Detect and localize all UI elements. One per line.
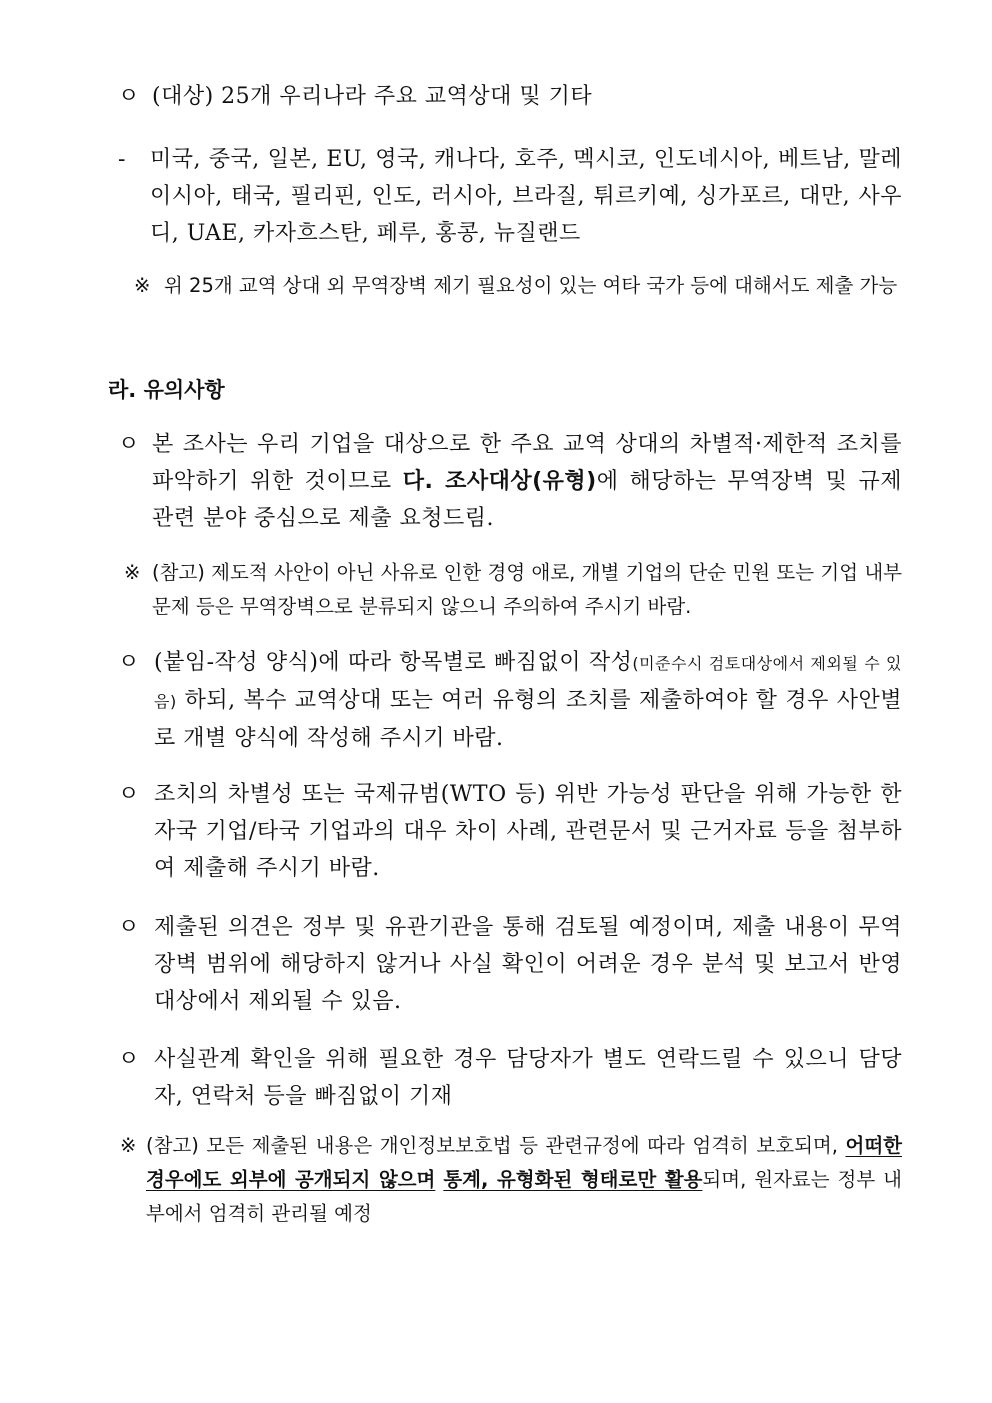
bullet-marker: ㅇ [118, 1047, 140, 1072]
note-other-text: 위 25개 교역 상대 외 무역장벽 제기 필요성이 있는 여타 국가 등에 대해서도 제출 가능 [164, 274, 898, 297]
purpose-text-bold: 다. 조사대상(유형) [402, 469, 597, 494]
purpose-item [118, 426, 902, 537]
note-privacy [120, 1129, 902, 1231]
target-text: (대상) 25개 우리나라 주요 교역상대 및 기타 [152, 84, 593, 109]
form-text-small: (미준수시 검토대상에서 제외될 수 있음) [154, 654, 902, 711]
contact-text: 사실관계 확인을 위해 필요한 경우 담당자가 별도 연락드릴 수 있으니 담당자, 연락처 등을 빠짐없이 기재 [154, 1047, 902, 1109]
form-item [118, 644, 902, 757]
form-text-post: 하되, 복수 교역상대 또는 여러 유형의 조치를 제출하여야 할 경우 사안별로 개별 양식에 작성해 주시기 바람. [154, 688, 902, 751]
note-excluded [124, 556, 902, 624]
bullet-marker: ㅇ [118, 84, 140, 109]
country-list-item [118, 141, 902, 252]
section-heading: 라. 유의사항 [108, 378, 225, 402]
form-text-pre: (붙임-작성 양식)에 따라 항목별로 빠짐없이 작성 [154, 650, 633, 675]
country-list-text: 미국, 중국, 일본, EU, 영국, 캐나다, 호주, 멕시코, 인도네시아, 베트남, 말레이시아, 태국, 필리핀, 인도, 러시아, 브라질, 튀르키예, 싱가포르, 대만, 사우디, UAE, 카자흐스탄, 페루, 홍콩, 뉴질랜드 [150, 147, 902, 246]
privacy-text-post: 되며, 원자료는 정부 내부에서 엄격히 관리될 예정 [146, 1168, 903, 1225]
purpose-text [152, 426, 902, 537]
purpose-text-pre: 본 조사는 우리 기업을 대상으로 한 주요 교역 상대의 차별적·제한적 조치를 파악하기 위한 것이므로 [152, 432, 902, 494]
bullet-marker: ㅇ [118, 432, 140, 457]
contact-item [118, 1041, 902, 1115]
evidence-item [118, 776, 902, 887]
privacy-emphasis-statistics-only: 통계, 유형화된 형태로만 활용 [443, 1168, 703, 1191]
note-other-countries [134, 269, 900, 303]
bullet-marker: ㅇ [118, 915, 140, 940]
note-excluded-text: (참고) 제도적 사안이 아닌 사유로 인한 경영 애로, 개별 기업의 단순 민원 또는 기업 내부 문제 등은 무역장벽으로 분류되지 않으니 주의하여 주시기 바람. [152, 561, 902, 618]
bullet-marker: ㅇ [118, 782, 140, 807]
dash-marker: - [118, 147, 126, 172]
review-text: 제출된 의견은 정부 및 유관기관을 통해 검토될 예정이며, 제출 내용이 무역장벽 범위에 해당하지 않거나 사실 확인이 어려운 경우 분석 및 보고서 반영 대상에서 제외될 수 있음. [154, 915, 902, 1014]
bullet-marker: ㅇ [118, 650, 140, 675]
form-text [154, 644, 902, 757]
note-marker: ※ [120, 1134, 137, 1157]
privacy-emphasis-no-disclosure: 어떠한 경우에도 외부에 공개되지 않으며 [146, 1134, 902, 1191]
note-privacy-text [146, 1129, 902, 1231]
purpose-text-post: 에 해당하는 무역장벽 및 규제 관련 분야 중심으로 제출 요청드림. [152, 469, 902, 531]
note-marker: ※ [134, 274, 151, 297]
target-item [118, 78, 908, 115]
evidence-text: 조치의 차별성 또는 국제규범(WTO 등) 위반 가능성 판단을 위해 가능한 한 자국 기업/타국 기업과의 대우 차이 사례, 관련문서 및 근거자료 등을 첨부하여 제출해 주시기 바람. [154, 782, 902, 881]
review-item [118, 909, 902, 1020]
privacy-text-pre: (참고) 모든 제출된 내용은 개인정보보호법 등 관련규정에 따라 엄격히 보호되며, [146, 1134, 846, 1157]
note-marker: ※ [124, 561, 141, 584]
